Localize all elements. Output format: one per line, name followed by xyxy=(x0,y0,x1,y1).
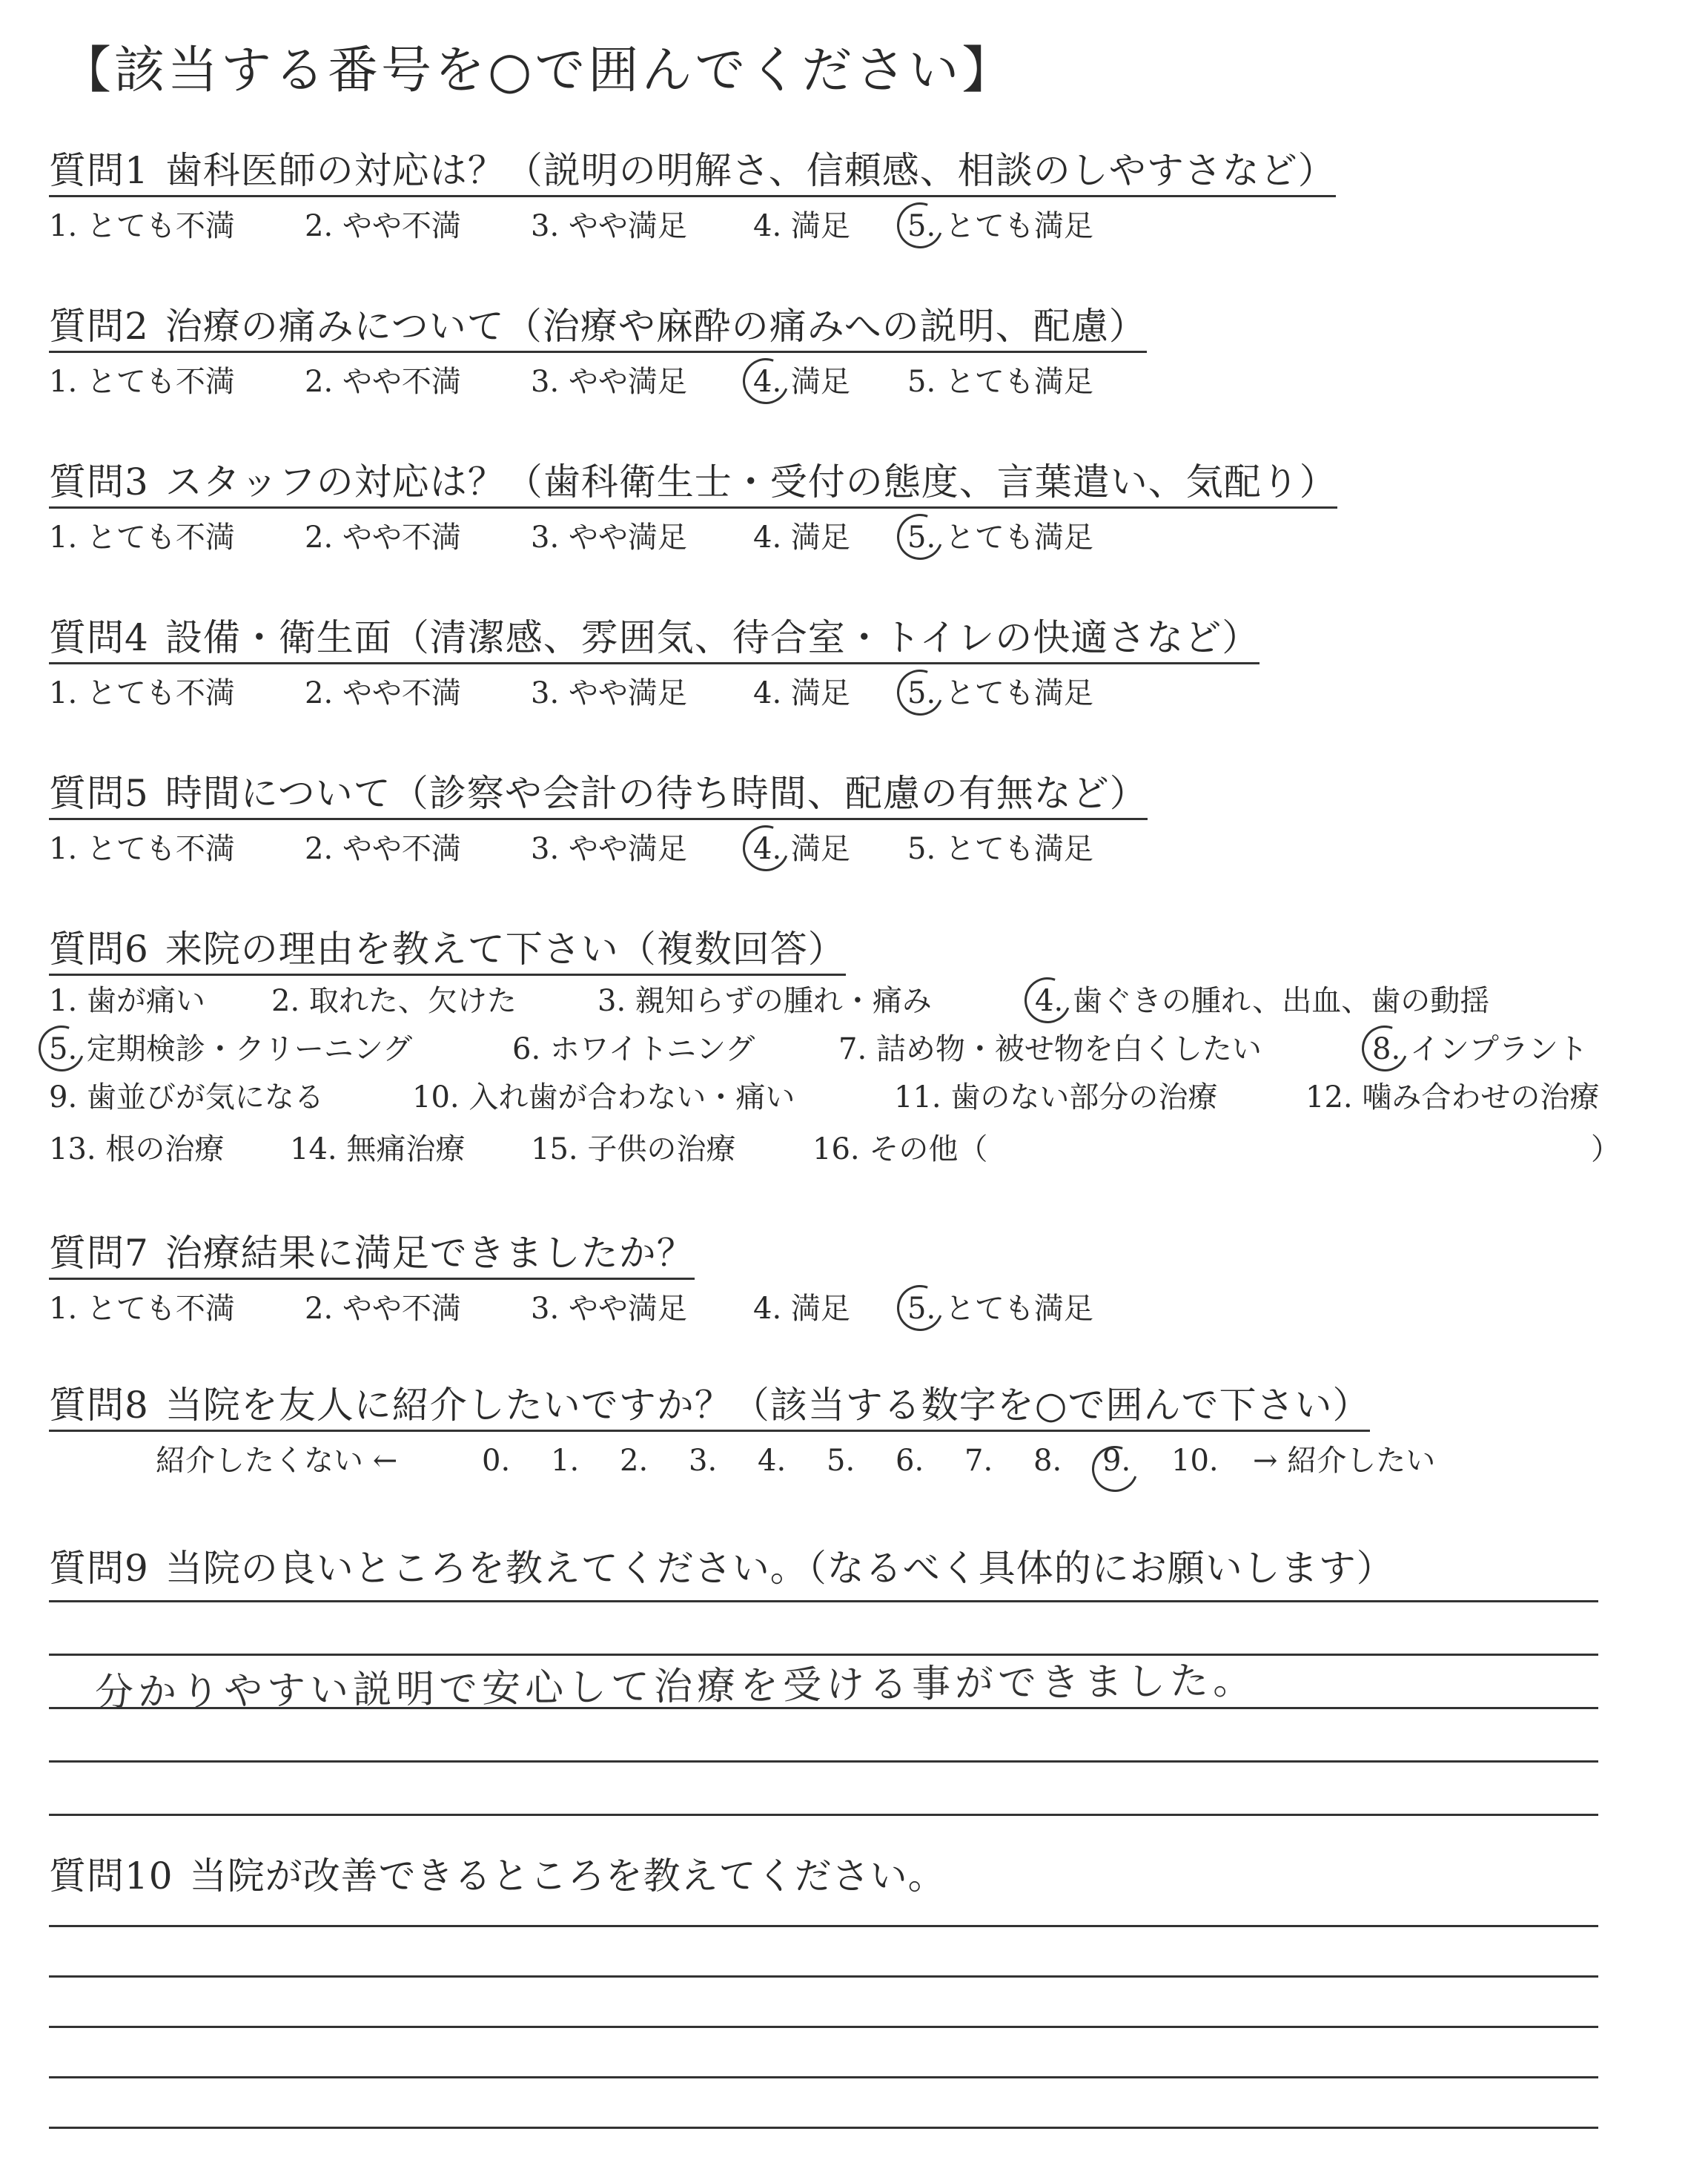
q1-option-4[interactable]: 4. 満足 xyxy=(753,209,850,243)
q5-option-4-number: 4. xyxy=(753,832,782,866)
question-5-text: 時間について（診察や会計の待ち時間、配慮の有無など） xyxy=(165,772,1148,815)
q6-reason-4[interactable] xyxy=(1035,986,1489,1016)
q6-reason-9[interactable]: 9. 歯並びが気になる xyxy=(49,1080,324,1114)
q6-reason-16[interactable]: 16. その他（ xyxy=(812,1132,988,1166)
selection-circle xyxy=(735,818,796,879)
question-3-label: 質問3 xyxy=(49,460,149,503)
q8-num-10[interactable]: 10. xyxy=(1171,1444,1219,1478)
q1-option-1[interactable]: 1. とても不満 xyxy=(49,209,235,243)
question-5-title xyxy=(49,772,1148,820)
q6-reason-14[interactable]: 14. 無痛治療 xyxy=(290,1132,466,1166)
q8-num-5[interactable]: 5. xyxy=(827,1444,855,1478)
question-1-title xyxy=(49,149,1336,197)
question-9-text: 当院の良いところを教えてください。（なるべく具体的にお願いします） xyxy=(165,1547,1394,1590)
q6-reason-15[interactable]: 15. 子供の治療 xyxy=(531,1132,736,1166)
question-6-title xyxy=(49,928,846,976)
q3-option-5[interactable]: 5. とても満足 xyxy=(907,523,1093,552)
q8-num-8[interactable]: 8. xyxy=(1033,1444,1062,1478)
q6-reason-5-number: 5. xyxy=(49,1032,78,1066)
q6-reason-2[interactable]: 2. 取れた、欠けた xyxy=(271,984,517,1018)
q6-reason-16-close: ） xyxy=(1591,1132,1621,1166)
q8-num-6[interactable]: 6. xyxy=(896,1444,924,1478)
q2-option-5[interactable]: 5. とても満足 xyxy=(907,365,1093,399)
answer-line xyxy=(49,1814,1598,1816)
q2-option-4[interactable]: 4. 満足 xyxy=(753,367,850,397)
answer-line xyxy=(49,1760,1598,1763)
answer-line xyxy=(49,2026,1598,2028)
q6-reason-8-number: 8. xyxy=(1372,1032,1401,1066)
q6-reason-3[interactable]: 3. 親知らずの腫れ・痛み xyxy=(598,984,932,1018)
question-6-label: 質問6 xyxy=(49,928,149,971)
q7-option-5[interactable]: 5. とても満足 xyxy=(907,1294,1093,1324)
q6-reason-7[interactable]: 7. 詰め物・被せ物を白くしたい xyxy=(838,1032,1262,1066)
q8-num-9-text: 9. xyxy=(1102,1444,1131,1478)
q5-option-3[interactable]: 3. やや満足 xyxy=(531,832,687,866)
question-8-label: 質問8 xyxy=(49,1384,149,1427)
question-10-text: 当院が改善できるところを教えてください。 xyxy=(189,1855,946,1898)
question-9-label: 質問9 xyxy=(49,1547,149,1590)
q8-num-3[interactable]: 3. xyxy=(689,1444,718,1478)
question-7-label: 質問7 xyxy=(49,1232,149,1275)
q4-option-2[interactable]: 2. やや不満 xyxy=(305,676,461,710)
q8-low-label: 紹介したくない ← xyxy=(156,1444,398,1478)
question-1-text: 歯科医師の対応は？（説明の明解さ、信頼感、相談のしやすさなど） xyxy=(165,149,1336,192)
q6-reason-6[interactable]: 6. ホワイトニング xyxy=(512,1032,755,1066)
q5-option-4[interactable]: 4. 満足 xyxy=(753,834,850,864)
q8-num-7[interactable]: 7. xyxy=(964,1444,993,1478)
q4-option-5[interactable]: 5. とても満足 xyxy=(907,678,1093,708)
selection-circle xyxy=(890,662,950,723)
q3-option-3[interactable]: 3. やや満足 xyxy=(531,521,687,555)
question-4-title xyxy=(49,616,1260,664)
q5-option-1[interactable]: 1. とても不満 xyxy=(49,832,235,866)
q6-reason-12[interactable]: 12. 噛み合わせの治療 xyxy=(1305,1080,1600,1114)
answer-line xyxy=(49,1925,1598,1927)
question-7-text: 治療結果に満足できましたか？ xyxy=(165,1232,695,1275)
q4-option-4[interactable]: 4. 満足 xyxy=(753,676,850,710)
question-6-text: 来院の理由を教えて下さい（複数回答） xyxy=(165,928,846,971)
q8-high-label: → 紹介したい xyxy=(1253,1444,1436,1478)
answer-line xyxy=(49,1975,1598,1978)
q1-option-5-number: 5. xyxy=(907,209,936,243)
question-10-title xyxy=(49,1857,946,1900)
question-8-text: 当院を友人に紹介したいですか？（該当する数字を○で囲んで下さい） xyxy=(165,1384,1371,1427)
q5-option-5[interactable]: 5. とても満足 xyxy=(907,832,1093,866)
selection-circle xyxy=(890,195,950,256)
q1-option-2[interactable]: 2. やや不満 xyxy=(305,209,461,243)
q2-option-4-number: 4. xyxy=(753,365,782,399)
selection-circle xyxy=(890,1278,950,1338)
question-2-text: 治療の痛みについて（治療や麻酔の痛みへの説明、配慮） xyxy=(165,305,1147,348)
q6-reason-5[interactable] xyxy=(49,1034,412,1064)
question-9-handwritten-answer[interactable]: 分かりやすい説明で安心して治療を受ける事ができました。 xyxy=(94,1658,1257,1716)
q6-reason-8-text: インプラント xyxy=(1409,1032,1588,1066)
q8-num-2[interactable]: 2. xyxy=(620,1444,649,1478)
q3-option-2[interactable]: 2. やや不満 xyxy=(305,521,461,555)
page-heading: 【該当する番号を○で囲んでください】 xyxy=(61,42,1016,100)
question-8-title xyxy=(49,1384,1371,1432)
selection-circle xyxy=(31,1018,92,1079)
answer-line xyxy=(49,2076,1598,2078)
q8-num-4[interactable]: 4. xyxy=(758,1444,787,1478)
q4-option-3[interactable]: 3. やや満足 xyxy=(531,676,687,710)
q6-reason-4-text: 歯ぐきの腫れ、出血、歯の動揺 xyxy=(1072,984,1490,1018)
question-2-label: 質問2 xyxy=(49,305,149,348)
q6-reason-11[interactable]: 11. 歯のない部分の治療 xyxy=(894,1080,1218,1114)
answer-line xyxy=(49,2127,1598,2129)
q7-option-1[interactable]: 1. とても不満 xyxy=(49,1292,235,1326)
q6-reason-5-text: 定期検診・クリーニング xyxy=(86,1032,413,1066)
question-3-title xyxy=(49,460,1337,509)
q7-option-4[interactable]: 4. 満足 xyxy=(753,1292,850,1326)
q6-reason-13[interactable]: 13. 根の治療 xyxy=(49,1132,225,1166)
q3-option-5-number: 5. xyxy=(907,521,936,555)
question-7-title xyxy=(49,1232,695,1280)
q6-reason-1[interactable]: 1. 歯が痛い xyxy=(49,984,205,1018)
q2-option-2[interactable]: 2. やや不満 xyxy=(305,365,461,399)
q5-option-2[interactable]: 2. やや不満 xyxy=(305,832,461,866)
q1-option-5[interactable]: 5. とても満足 xyxy=(907,211,1093,241)
q8-num-0[interactable]: 0. xyxy=(482,1444,511,1478)
question-4-label: 質問4 xyxy=(49,616,149,659)
q2-option-1[interactable]: 1. とても不満 xyxy=(49,365,235,399)
q7-option-5-number: 5. xyxy=(907,1292,936,1326)
question-4-text: 設備・衛生面（清潔感、雰囲気、待合室・トイレの快適さなど） xyxy=(165,616,1260,659)
selection-circle xyxy=(1354,1018,1415,1079)
q1-option-3[interactable]: 3. やや満足 xyxy=(531,209,687,243)
selection-circle xyxy=(1017,970,1078,1031)
selection-circle xyxy=(890,506,950,567)
q4-option-1[interactable]: 1. とても不満 xyxy=(49,676,235,710)
q4-option-5-number: 5. xyxy=(907,676,936,710)
answer-line xyxy=(49,1600,1598,1602)
q6-reason-4-number: 4. xyxy=(1035,984,1064,1018)
question-10-label: 質問10 xyxy=(49,1855,173,1898)
q7-option-3[interactable]: 3. やや満足 xyxy=(531,1292,687,1326)
question-9-title xyxy=(49,1547,1394,1593)
question-1-label: 質問1 xyxy=(49,149,149,192)
selection-circle xyxy=(735,351,796,412)
q8-num-1[interactable]: 1. xyxy=(551,1444,580,1478)
question-5-label: 質問5 xyxy=(49,772,149,815)
question-3-text: スタッフの対応は？（歯科衛生士・受付の態度、言葉遣い、気配り） xyxy=(165,460,1337,503)
question-2-title xyxy=(49,305,1147,353)
q7-option-2[interactable]: 2. やや不満 xyxy=(305,1292,461,1326)
q3-option-4[interactable]: 4. 満足 xyxy=(753,521,850,555)
q6-reason-10[interactable]: 10. 入れ歯が合わない・痛い xyxy=(412,1080,795,1114)
q2-option-3[interactable]: 3. やや満足 xyxy=(531,365,687,399)
q3-option-1[interactable]: 1. とても不満 xyxy=(49,521,235,555)
selection-circle xyxy=(1085,1439,1145,1499)
q6-reason-8[interactable] xyxy=(1372,1034,1588,1064)
